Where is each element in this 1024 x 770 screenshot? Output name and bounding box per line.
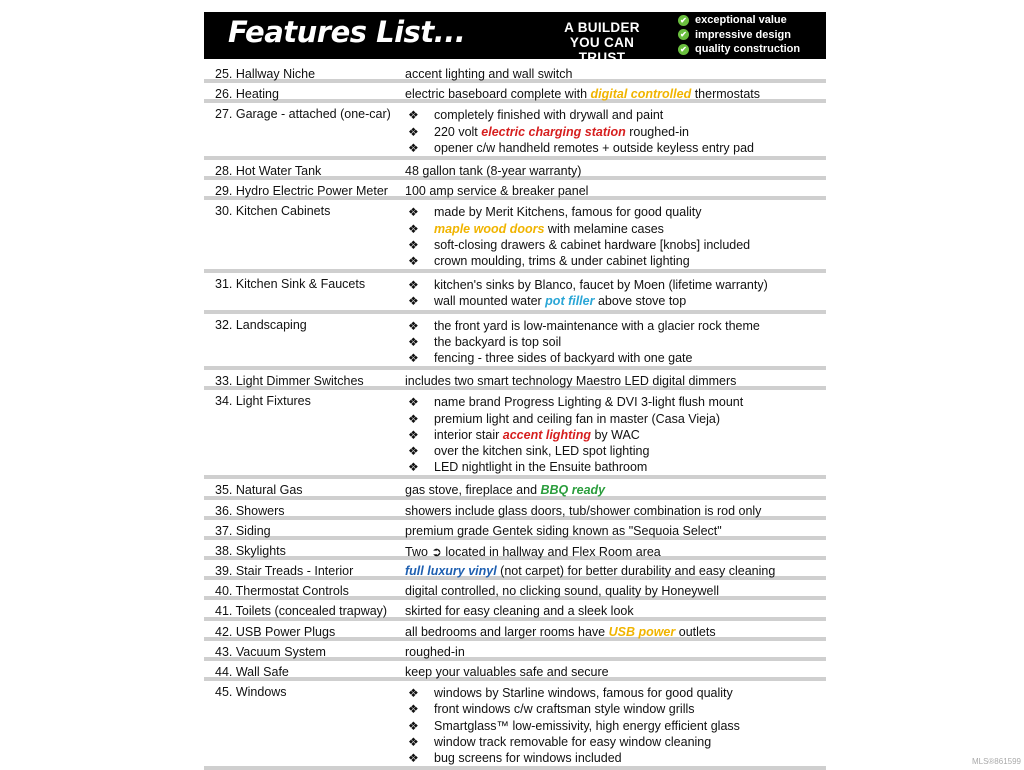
feature-text: interior stair: [434, 427, 503, 442]
feature-text: located in hallway and Flex Room area: [441, 544, 661, 559]
bullet-text: [434, 222, 664, 236]
header-banner: [204, 12, 826, 65]
highlight-text: BBQ ready: [540, 483, 606, 498]
feature-text: front windows c/w craftsman style window grills: [434, 702, 695, 717]
feature-row: [204, 273, 826, 313]
diamond-bullet-icon: ❖: [408, 460, 419, 475]
highlight-text: USB power: [608, 624, 676, 639]
feature-text: kitchen's sinks by Blanco, faucet by Moen (lifetime warranty): [434, 278, 768, 293]
bullet-text: [434, 335, 561, 349]
bullet-text: [434, 444, 649, 458]
diamond-bullet-icon: ❖: [408, 734, 419, 749]
feature-value: [405, 665, 609, 679]
feature-row: [204, 83, 826, 103]
bullet-text: [434, 735, 711, 749]
feature-row: [204, 63, 826, 83]
bullet-item: [408, 107, 754, 123]
feature-text: the front yard is low-maintenance with a glacier rock theme: [434, 318, 760, 333]
bullet-item: [408, 334, 760, 350]
feature-bullets: [408, 204, 750, 269]
feature-label: 39. Stair Treads - Interior: [215, 564, 354, 579]
feature-bullets: [408, 277, 768, 309]
feature-text: includes two smart technology Maestro LED digital dimmers: [405, 374, 737, 389]
bullet-text: [434, 278, 768, 292]
bullet-text: [434, 319, 760, 333]
diamond-bullet-icon: ❖: [408, 318, 419, 333]
bullet-text: [434, 238, 750, 252]
feature-row: [204, 520, 826, 540]
check-icon: ✔: [678, 29, 689, 40]
bullet-item: [408, 443, 743, 459]
feature-text: wall mounted water: [434, 294, 546, 309]
feature-label: 32. Landscaping: [215, 317, 307, 332]
feature-value: [405, 524, 722, 538]
feature-text: bug screens for windows included: [434, 751, 622, 766]
feature-text: fencing - three sides of backyard with one gate: [434, 351, 693, 365]
selling-point-label: quality construction: [695, 43, 801, 56]
diamond-bullet-icon: ❖: [408, 702, 419, 717]
diamond-bullet-icon: ❖: [408, 124, 419, 139]
feature-label: 36. Showers: [215, 503, 285, 518]
feature-label: 44. Wall Safe: [215, 665, 289, 679]
diamond-bullet-icon: ❖: [408, 254, 419, 268]
bullet-item: [408, 734, 740, 750]
selling-points: [678, 13, 800, 57]
feature-text: (not carpet) for better durability and easy cleaning: [496, 564, 776, 579]
bullet-item: [408, 718, 740, 734]
feature-value: [405, 504, 761, 518]
highlight-text: maple wood doors: [434, 221, 545, 236]
selling-point-label: exceptional value: [695, 14, 787, 27]
diamond-bullet-icon: ❖: [408, 278, 419, 293]
mls-number: MLS®861599: [971, 757, 1021, 766]
feature-label: 25. Hallway Niche: [215, 67, 316, 81]
check-icon: ✔: [678, 44, 689, 55]
selling-point: [678, 42, 800, 57]
diamond-bullet-icon: ❖: [408, 395, 419, 410]
feature-text: window track removable for easy window cleaning: [434, 734, 712, 749]
feature-label: 33. Light Dimmer Switches: [215, 374, 364, 389]
feature-text: digital controlled, no clicking sound, quality by Honeywell: [405, 584, 720, 599]
bullet-item: [408, 253, 750, 269]
feature-text: Smartglass™ low-emissivity, high energy efficient glass: [434, 718, 740, 733]
feature-label: 35. Natural Gas: [215, 483, 303, 498]
feature-bullets: [408, 107, 754, 156]
feature-row: [204, 479, 826, 499]
bullet-item: [408, 411, 743, 427]
diamond-bullet-icon: ❖: [408, 205, 419, 220]
bullet-text: [434, 108, 663, 122]
feature-value: [405, 645, 465, 659]
feature-text: roughed-in: [625, 124, 689, 139]
bullet-text: [434, 125, 689, 139]
feature-label: 40. Thermostat Controls: [215, 584, 349, 599]
diamond-bullet-icon: ❖: [408, 718, 419, 733]
bullet-item: [408, 221, 750, 237]
bullet-text: [434, 460, 647, 474]
feature-row: [204, 600, 826, 620]
feature-label: 43. Vacuum System: [215, 644, 326, 659]
feature-label: 45. Windows: [215, 685, 287, 700]
feature-value: [405, 374, 736, 388]
diamond-bullet-icon: ❖: [408, 751, 419, 766]
feature-value: [405, 584, 719, 598]
feature-row: [204, 621, 826, 641]
feature-label: 41. Toilets (concealed trapway): [215, 604, 388, 619]
bullet-item: [408, 750, 740, 766]
selling-point-label: impressive design: [695, 28, 791, 41]
feature-row: [204, 661, 826, 681]
feature-text: accent lighting and wall switch: [405, 67, 573, 81]
builder-slogan: [552, 20, 652, 65]
feature-label: 29. Hydro Electric Power Meter: [215, 184, 388, 199]
check-icon: ✔: [678, 15, 689, 26]
feature-label: 30. Kitchen Cabinets: [215, 204, 331, 219]
bullet-item: [408, 350, 760, 366]
feature-value: [405, 625, 716, 639]
diamond-bullet-icon: ❖: [408, 294, 419, 309]
feature-text: soft-closing drawers & cabinet hardware [knobs] included: [434, 237, 751, 252]
feature-label: 38. Skylights: [215, 543, 286, 558]
bullet-item: [408, 427, 743, 443]
feature-text: 220 volt: [434, 124, 482, 139]
highlight-text: pot filler: [545, 294, 595, 309]
diamond-bullet-icon: ❖: [408, 140, 419, 155]
feature-text: skirted for easy cleaning and a sleek look: [405, 604, 634, 619]
bullet-item: [408, 277, 768, 293]
feature-bullets: [408, 685, 740, 766]
feature-row: [204, 314, 826, 371]
bullet-text: [434, 141, 754, 155]
feature-label: 28. Hot Water Tank: [215, 163, 322, 178]
bullet-text: [434, 395, 743, 409]
feature-text: crown moulding, trims & under cabinet lighting: [434, 254, 690, 268]
feature-text: opener c/w handheld remotes + outside keyless entry pad: [434, 140, 754, 155]
feature-row: [204, 580, 826, 600]
feature-row: [204, 641, 826, 661]
bullet-text: [434, 702, 695, 716]
bullet-text: [434, 686, 733, 700]
selling-point: [678, 28, 800, 43]
feature-text: the backyard is top soil: [434, 334, 562, 349]
feature-row: [204, 390, 826, 479]
feature-row: [204, 180, 826, 200]
feature-text: keep your valuables safe and secure: [405, 665, 609, 679]
bullet-item: [408, 237, 750, 253]
feature-value: [405, 164, 581, 178]
feature-value: [405, 87, 760, 101]
bullet-text: [434, 412, 720, 426]
feature-text: by WAC: [590, 427, 640, 442]
bullet-text: [434, 294, 686, 308]
feature-row: [204, 540, 826, 560]
feature-text: 48 gallon tank (8-year warranty): [405, 163, 582, 178]
feature-text: over the kitchen sink, LED spot lighting: [434, 443, 650, 458]
features-table: [204, 63, 826, 770]
diamond-bullet-icon: ❖: [408, 108, 419, 123]
feature-text: made by Merit Kitchens, famous for good quality: [434, 205, 702, 220]
feature-text: 100 amp service & breaker panel: [405, 184, 589, 199]
feature-row: [204, 160, 826, 180]
feature-text: completely finished with drywall and paint: [434, 108, 664, 123]
feature-value: [405, 483, 605, 497]
feature-text: LED nightlight in the Ensuite bathroom: [434, 460, 648, 475]
feature-label: 34. Light Fixtures: [215, 394, 311, 409]
feature-text: Two: [405, 544, 432, 559]
diamond-bullet-icon: ❖: [408, 686, 419, 701]
diamond-bullet-icon: ❖: [408, 351, 419, 365]
bullet-text: [434, 428, 640, 442]
feature-value: [405, 67, 572, 81]
bullet-item: [408, 685, 740, 701]
feature-row: [204, 681, 826, 770]
feature-text: name brand Progress Lighting & DVI 3-light flush mount: [434, 395, 744, 410]
feature-text: premium light and ceiling fan in master (Casa Vieja): [434, 411, 721, 426]
bullet-text: [434, 205, 702, 219]
feature-bullets: [408, 394, 743, 475]
diamond-bullet-icon: ❖: [408, 237, 419, 252]
feature-label: 31. Kitchen Sink & Faucets: [215, 277, 366, 292]
diamond-bullet-icon: ❖: [408, 443, 419, 458]
bullet-item: [408, 318, 760, 334]
bullet-text: [434, 751, 622, 765]
builder-line-2: YOU CAN TRUST: [569, 35, 635, 65]
highlight-text: accent lighting: [502, 427, 591, 442]
bullet-item: [408, 293, 768, 309]
feature-row: [204, 103, 826, 160]
feature-value: [405, 184, 588, 198]
feature-bullets: [408, 318, 760, 367]
builder-line-1: A BUILDER: [564, 20, 640, 35]
highlight-text: full luxury vinyl: [405, 564, 497, 579]
feature-row: [204, 200, 826, 273]
feature-text: gas stove, fireplace and: [405, 483, 541, 498]
feature-label: 26. Heating: [215, 87, 279, 102]
diamond-bullet-icon: ❖: [408, 221, 419, 236]
diamond-bullet-icon: ❖: [408, 427, 419, 442]
bullet-text: [434, 351, 692, 365]
bullet-item: [408, 140, 754, 156]
feature-value: [405, 604, 634, 618]
bullet-item: [408, 124, 754, 140]
bullet-text: [434, 254, 690, 268]
feature-text: roughed-in: [405, 644, 465, 659]
feature-row: [204, 370, 826, 390]
feature-label: 27. Garage - attached (one-car): [215, 107, 391, 122]
feature-value: [405, 544, 661, 559]
highlight-text: electric charging station: [481, 124, 626, 139]
diamond-bullet-icon: ❖: [408, 334, 419, 349]
feature-text: outlets: [675, 624, 716, 639]
diamond-bullet-icon: ❖: [408, 411, 419, 426]
bullet-item: [408, 204, 750, 220]
bullet-text: [434, 719, 740, 733]
bullet-item: [408, 394, 743, 410]
feature-text: above stove top: [594, 294, 687, 309]
feature-value: [405, 564, 775, 578]
bullet-item: [408, 701, 740, 717]
bullet-item: [408, 459, 743, 475]
feature-row: [204, 560, 826, 580]
feature-text: showers include glass doors, tub/shower combination is rod only: [405, 503, 762, 518]
highlight-text: digital controlled: [590, 87, 692, 102]
feature-text: windows by Starline windows, famous for good quality: [434, 686, 733, 701]
feature-label: 42. USB Power Plugs: [215, 624, 336, 639]
arrow-icon: ➲: [431, 544, 442, 559]
feature-label: 37. Siding: [215, 523, 271, 538]
feature-row: [204, 500, 826, 520]
page-title: Features List...: [228, 15, 466, 49]
feature-text: electric baseboard complete with: [405, 87, 591, 102]
feature-text: premium grade Gentek siding known as "Sequoia Select": [405, 523, 722, 538]
selling-point: [678, 13, 800, 28]
feature-text: with melamine cases: [544, 221, 664, 236]
feature-text: thermostats: [691, 87, 760, 102]
feature-text: all bedrooms and larger rooms have: [405, 624, 609, 639]
